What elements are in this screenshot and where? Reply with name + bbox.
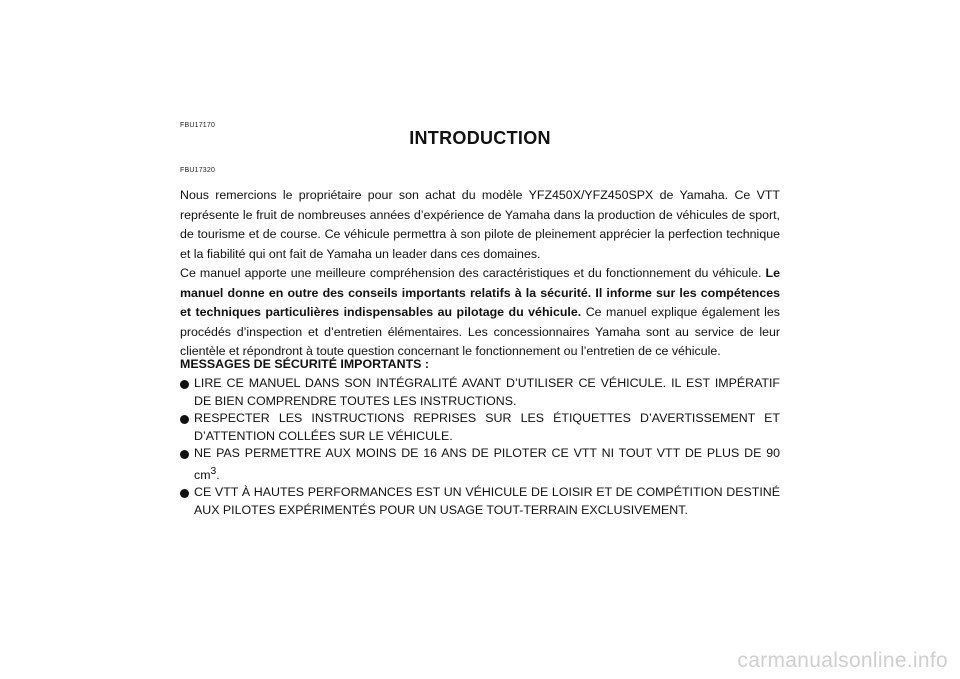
section-code-intro: FBU17170 (180, 122, 216, 129)
safety-heading: MESSAGES DE SÉCURITÉ IMPORTANTS : (180, 357, 429, 371)
page-title: INTRODUCTION (409, 128, 551, 148)
bullet-text: LIRE CE MANUEL DANS SON INTÉGRALITÉ AVANT D’UTILISER CE VÉHICULE. IL EST IMPÉRATIF DE BIEN COMPRENDRE TOUTES LES INSTRUCTIONS. (194, 376, 780, 408)
list-item (180, 445, 780, 484)
paragraph-2-plain: Ce manuel apporte une meilleure compréhension des caractéristiques et du fonctionnement du véhicule. (180, 266, 766, 280)
safety-bullet-list (180, 375, 780, 519)
list-item (180, 410, 780, 445)
bullet-text: NE PAS PERMETTRE AUX MOINS DE 16 ANS DE PILOTER CE VTT NI TOUT VTT DE PLUS DE 90 cm (194, 446, 780, 482)
list-item (180, 375, 780, 410)
intro-paragraph-2 (180, 264, 780, 362)
bullet-text: RESPECTER LES INSTRUCTIONS REPRISES SUR LES ÉTIQUETTES D’AVERTISSEMENT ET D’ATTENTION COLLÉES SUR LE VÉHICULE. (194, 411, 780, 443)
section-code-paragraph: FBU17320 (180, 167, 216, 174)
watermark: carmanualsonline.info (737, 649, 948, 672)
paragraph-2-rest: Ce manuel explique également les procédés d’inspection et d’entretien élémentaires. Les concessionnaires Yamaha sont au service de leur clientèle et répondront à toute question concernant le fonctionnement ou l’entretien de ce véhicule. (180, 305, 780, 358)
filled-circle-icon (180, 415, 189, 424)
bullet-end: . (216, 467, 220, 482)
intro-paragraph-1: Nous remercions le propriétaire pour son achat du modèle YFZ450X/YFZ450SPX de Yamaha. Ce VTT représente le fruit de nombreuses années d’expérience de Yamaha dans la production de véhicules de sport, de tourisme et de course. Ce véhicule permettra à son pilote de pleinement apprécier la perfection technique et la fiabilité qui ont fait de Yamaha un leader dans ces domaines. (180, 188, 780, 261)
paragraph-2-bold: Le manuel donne en outre des conseils importants relatifs à la sécurité. Il informe sur les compétences et techniques particulières indispensables au pilotage du véhicule. (180, 266, 780, 319)
intro-body (180, 186, 780, 362)
list-item (180, 484, 780, 519)
filled-circle-icon (180, 489, 189, 498)
filled-circle-icon (180, 380, 189, 389)
filled-circle-icon (180, 450, 189, 459)
bullet-text: CE VTT À HAUTES PERFORMANCES EST UN VÉHICULE DE LOISIR ET DE COMPÉTITION DESTINÉ AUX PILOTES EXPÉRIMENTÉS POUR UN USAGE TOUT-TERRAIN EXCLUSIVEMENT. (194, 485, 780, 517)
superscript-three: 3 (210, 465, 217, 477)
